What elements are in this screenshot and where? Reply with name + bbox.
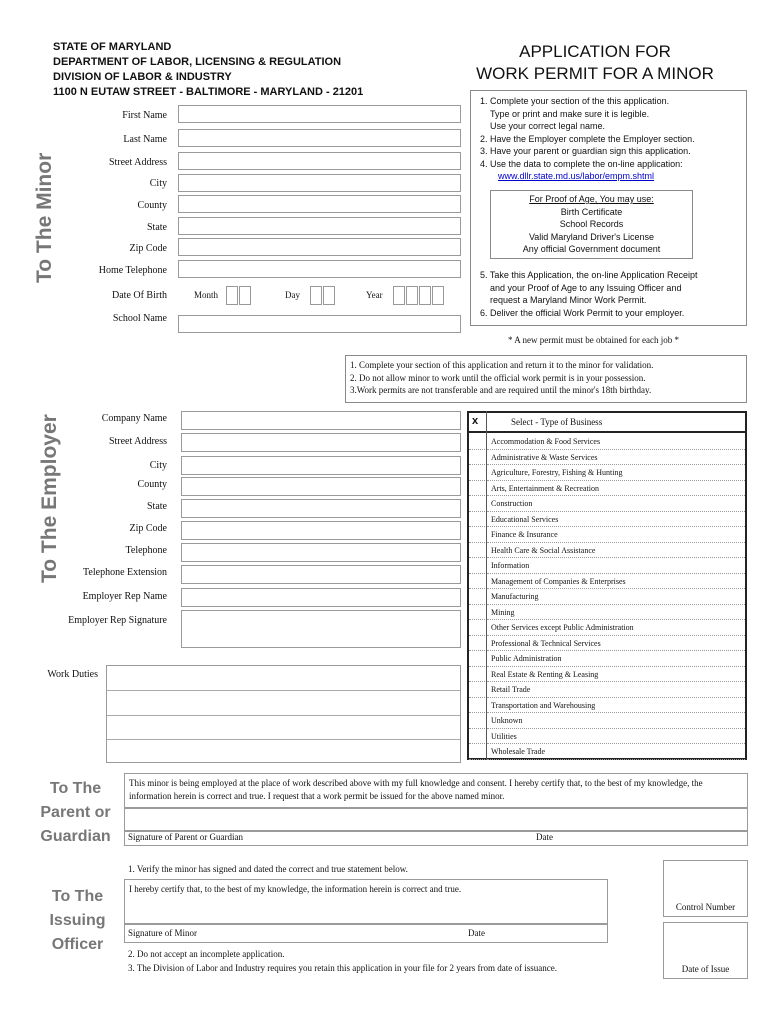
parent-date-label: Date [536,832,553,842]
employer-rep-name-label: Employer Rep Name [82,591,167,602]
telephone-extension-field[interactable] [181,565,461,584]
business-type-checkbox[interactable] [469,713,485,729]
company-name-field[interactable] [181,411,461,430]
parent-section-label [33,777,118,849]
school-name-field[interactable] [178,315,461,333]
proof-drivers-license: Valid Maryland Driver's License [528,231,655,242]
business-type-checkbox[interactable] [469,589,485,605]
business-type-checkbox[interactable] [469,744,485,760]
business-type-checkbox[interactable] [469,620,485,636]
officer-instruction-1: 1. Verify the minor has signed and dated the correct and true statement below. [128,864,408,874]
business-type-checkbox[interactable] [469,450,485,466]
business-header-divider [467,431,747,433]
business-type-option[interactable]: Agriculture, Forestry, Fishing & Hunting [487,465,745,481]
instruction-5a: and your Proof of Age to any Issuing Officer and [490,282,682,293]
parent-label-line3: Guardian [40,828,111,845]
minor-street-label: Street Address [108,157,167,168]
parent-consent-statement: This minor is being employed at the place of work described above with my full knowledge and consent. I hereby certify that, to the best of my knowledge, the information herein is correct and true. I request that a work permit be issued for the above named minor. [124,773,748,808]
minor-street-field[interactable] [178,152,461,170]
employer-instructions-box [345,355,747,403]
business-type-checkbox[interactable] [469,512,485,528]
business-type-checkbox[interactable] [469,481,485,497]
header-state: STATE OF MARYLAND [53,41,172,53]
business-type-option[interactable]: Construction [487,496,745,512]
business-type-option[interactable]: Professional & Technical Services [487,636,745,652]
minor-zip-label: Zip Code [129,243,167,254]
officer-label-line2: Issuing [49,912,106,929]
header-division: DIVISION OF LABOR & INDUSTRY [53,71,232,83]
employer-rep-signature-field[interactable] [181,610,461,648]
year-label: Year [366,290,383,300]
work-duties-field[interactable] [106,665,461,763]
minor-date-label: Date [468,928,485,938]
minor-certification-statement: I hereby certify that, to the best of my knowledge, the information herein is correct and true. [124,879,608,924]
employer-instruction-2: 2. Do not allow minor to work until the official work permit is in your possession. [350,372,646,383]
instruction-1b: Use your correct legal name. [490,121,606,131]
minor-county-field[interactable] [178,195,461,213]
instruction-1: 1. Complete your section of the this application. [480,96,670,106]
business-type-header: Select - Type of Business [511,417,603,427]
business-type-option[interactable]: Unknown [487,713,745,729]
day-label: Day [285,290,300,300]
business-type-option[interactable]: Public Administration [487,651,745,667]
business-type-checkbox[interactable] [469,434,485,450]
parent-signature-label: Signature of Parent or Guardian [128,832,243,842]
employer-rep-signature-label: Employer Rep Signature [68,615,167,626]
minor-state-label: State [147,222,167,233]
business-type-checkbox[interactable] [469,574,485,590]
employer-county-label: County [137,479,167,490]
agency-header [53,40,363,100]
officer-label-line3: Officer [51,936,104,953]
online-application-link[interactable]: www.dllr.state.md.us/labor/empm.shtml [498,171,655,181]
instruction-5: 5. Take this Application, the on-line Application Receipt [480,270,698,280]
business-type-option[interactable]: Accommodation & Food Services [487,434,745,450]
instruction-6: 6. Deliver the official Work Permit to your employer. [480,307,685,318]
form-title-line2: WORK PERMIT FOR A MINOR [476,64,714,83]
business-type-checkbox[interactable] [469,558,485,574]
date-of-birth-label: Date Of Birth [112,290,167,301]
proof-of-age-box [490,190,693,259]
business-type-option[interactable]: Finance & Insurance [487,527,745,543]
employer-telephone-label: Telephone [125,545,167,556]
parent-signature-field[interactable] [124,808,748,831]
officer-label-line1: To The [51,888,104,905]
employer-section-label: To The Employer [38,414,61,583]
business-type-checkbox[interactable] [469,496,485,512]
employer-county-field[interactable] [181,477,461,496]
new-permit-note: * A new permit must be obtained for each job * [508,335,679,345]
business-type-option[interactable]: Other Services except Public Administration [487,620,745,636]
employer-street-field[interactable] [181,433,461,452]
business-type-option[interactable]: Management of Companies & Enterprises [487,574,745,590]
birth-day-field[interactable] [310,286,336,305]
employer-state-field[interactable] [181,499,461,518]
business-type-checkbox[interactable] [469,605,485,621]
business-type-option[interactable]: Utilities [487,729,745,745]
business-type-selected-mark: x [472,415,479,427]
first-name-label: First Name [122,110,167,121]
instruction-2: 2. Have the Employer complete the Employer section. [480,133,695,144]
telephone-extension-label: Telephone Extension [83,567,167,578]
minor-section-label: To The Minor [33,152,56,283]
minor-zip-field[interactable] [178,238,461,256]
company-name-label: Company Name [101,413,167,424]
business-type-option[interactable]: Wholesale Trade [487,744,745,760]
parent-label-line1: To The [49,780,102,797]
instruction-4: 4. Use the data to complete the on-line application: [480,158,683,169]
employer-state-label: State [147,501,167,512]
business-type-option[interactable]: Transportation and Warehousing [487,698,745,714]
employer-rep-name-field[interactable] [181,588,461,607]
school-name-label: School Name [112,313,167,324]
business-type-checkbox[interactable] [469,698,485,714]
month-label: Month [194,290,219,300]
employer-instruction-3: 3.Work permits are not transferable and are required until the minor's 18th birthday. [350,385,652,395]
instruction-1a: Type or print and make sure it is legible. [490,108,650,119]
birth-year-field[interactable] [393,286,445,305]
proof-birth-certificate: Birth Certificate [560,206,623,217]
business-type-checkbox[interactable] [469,729,485,745]
work-duties-label: Work Duties [47,669,98,680]
birth-month-field[interactable] [226,286,252,305]
business-type-checkbox[interactable] [469,651,485,667]
last-name-label: Last Name [123,134,167,145]
business-type-option[interactable]: Administrative & Waste Services [487,450,745,466]
minor-county-label: County [137,200,167,211]
header-address: 1100 N EUTAW STREET - BALTIMORE - MARYLAND - 21201 [53,86,364,98]
parent-label-line2: Parent or [40,804,111,821]
minor-signature-label: Signature of Minor [128,928,197,938]
form-title-line1: APPLICATION FOR [519,42,671,61]
instruction-3: 3. Have your parent or guardian sign this application. [480,146,691,156]
officer-instruction-3: 3. The Division of Labor and Industry requires you retain this application in your file for 2 years from date of issuance. [128,963,557,973]
employer-city-field[interactable] [181,456,461,475]
business-type-checkbox[interactable] [469,682,485,698]
employer-city-label: City [149,460,167,471]
business-type-checkbox[interactable] [469,543,485,559]
business-type-option[interactable]: Mining [487,605,745,621]
employer-zip-label: Zip Code [129,523,167,534]
employer-street-label: Street Address [108,436,167,447]
employer-instruction-1: 1. Complete your section of this application and return it to the minor for validation. [350,360,654,370]
home-telephone-field[interactable] [178,260,461,278]
form-title [460,41,730,85]
business-type-checkbox[interactable] [469,527,485,543]
minor-instructions-box [470,90,747,326]
business-type-option[interactable]: Retail Trade [487,682,745,698]
business-type-option[interactable]: Health Care & Social Assistance [487,543,745,559]
first-name-field[interactable] [178,105,461,123]
employer-zip-field[interactable] [181,521,461,540]
business-type-option[interactable]: Arts, Entertainment & Recreation [487,481,745,497]
officer-section-label [35,885,120,957]
proof-school-records: School Records [559,219,624,229]
home-telephone-label: Home Telephone [98,265,167,276]
business-type-option[interactable]: Information [487,558,745,574]
business-type-option[interactable]: Real Estate & Renting & Leasing [487,667,745,683]
proof-government-document: Any official Government document [522,244,661,254]
date-of-issue-label: Date of Issue [681,964,730,974]
last-name-field[interactable] [178,129,461,147]
business-type-checkbox[interactable] [469,465,485,481]
officer-instruction-2: 2. Do not accept an incomplete application. [128,949,285,959]
control-number-label: Control Number [675,902,736,912]
instruction-5b: request a Maryland Minor Work Permit. [490,295,647,305]
proof-title: For Proof of Age, You may use: [529,194,654,204]
header-department: DEPARTMENT OF LABOR, LICENSING & REGULATION [53,56,342,68]
employer-telephone-field[interactable] [181,543,461,562]
minor-city-field[interactable] [178,174,461,192]
business-type-option[interactable]: Manufacturing [487,589,745,605]
minor-city-label: City [149,178,167,189]
business-type-checkbox[interactable] [469,636,485,652]
business-type-checkbox[interactable] [469,667,485,683]
minor-state-field[interactable] [178,217,461,235]
business-type-option[interactable]: Educational Services [487,512,745,528]
